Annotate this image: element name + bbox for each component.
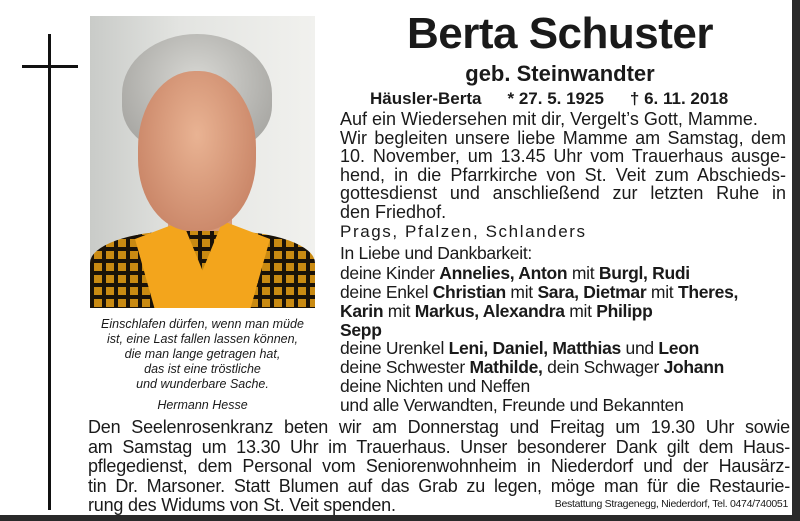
quote-line: ist, eine Last fallen lassen können, bbox=[106, 332, 299, 346]
relation-text: mit bbox=[646, 282, 678, 302]
relation-text: deine Urenkel bbox=[340, 338, 449, 358]
family-line bbox=[340, 283, 738, 301]
relation-text: deine Schwester bbox=[340, 357, 470, 377]
closing-line: pflegedienst, dem Personal vom Seniorenwohnheim in Niederdorf und der Hausärz- bbox=[88, 456, 790, 476]
intro-line: hend, in die Pfarrkirche von St. Veit zum Abschieds- bbox=[340, 164, 786, 185]
family-line bbox=[340, 244, 532, 262]
relative-names: Johann bbox=[663, 357, 725, 377]
quote-author: Hermann Hesse bbox=[157, 398, 248, 412]
relative-names: Burgl, Rudi bbox=[598, 263, 690, 283]
intro-line: Auf ein Wiedersehen mit dir, Vergelt’s Gott, Mamme. bbox=[340, 109, 758, 129]
relative-names: Sepp bbox=[340, 320, 382, 340]
deceased-name: Berta Schuster bbox=[406, 9, 713, 58]
nickname: Häusler-Berta bbox=[370, 89, 482, 108]
relation-text: und alle Verwandten, Freunde und Bekannten bbox=[340, 395, 684, 415]
relative-names: Mathilde, bbox=[469, 357, 543, 377]
family-line bbox=[340, 339, 699, 357]
border-right bbox=[792, 0, 800, 521]
family-line bbox=[340, 377, 530, 395]
closing-line: rung des Widums von St. Veit spenden. bbox=[88, 495, 396, 515]
relation-text: mit bbox=[383, 301, 415, 321]
funeral-home-imprint: Bestattung Stragenegg, Niederdorf, Tel. 0474/740051 bbox=[554, 498, 788, 510]
relation-text: deine Enkel bbox=[340, 282, 433, 302]
quote-line: die man lange getragen hat, bbox=[124, 347, 281, 361]
relative-names: Leon bbox=[658, 338, 700, 358]
relation-text: deine Kinder bbox=[340, 263, 440, 283]
places: Prags, Pfalzen, Schlanders bbox=[340, 222, 587, 241]
closing-line: Den Seelenrosenkranz beten wir am Donnerstag und Freitag um 19.30 Uhr sowie bbox=[88, 417, 790, 437]
quote-line: das ist eine tröstliche bbox=[144, 362, 261, 376]
family-line bbox=[340, 264, 690, 282]
relation-text: mit bbox=[505, 282, 538, 302]
intro-line: gottesdienst und anschließend zur letzten Ruhe in bbox=[340, 183, 786, 203]
relative-names: Leni, Daniel, Matthias bbox=[448, 338, 621, 358]
death-date: † 6. 11. 2018 bbox=[629, 89, 729, 108]
relative-names: Christian bbox=[432, 282, 506, 302]
relation-text: In Liebe und Dankbarkeit: bbox=[340, 243, 532, 263]
relation-text: mit bbox=[567, 263, 599, 283]
relation-text: mit bbox=[564, 301, 597, 321]
intro-line: Wir begleiten unsere liebe Mamme am Samstag, dem bbox=[340, 127, 786, 148]
family-line bbox=[340, 396, 684, 414]
birth-name: geb. Steinwandter bbox=[465, 61, 655, 86]
intro-line: den Friedhof. bbox=[340, 201, 447, 222]
relative-names: Sara, Dietmar bbox=[537, 282, 647, 302]
relation-text: und bbox=[620, 338, 659, 358]
relative-names: Annelies, Anton bbox=[439, 263, 568, 283]
portrait-photo bbox=[90, 16, 315, 308]
family-line bbox=[340, 321, 382, 339]
relative-names: Theres, bbox=[677, 282, 739, 302]
birth-date: * 27. 5. 1925 bbox=[507, 89, 604, 108]
closing-line: tin Dr. Marsoner. Statt Blumen auf das Grab zu legen, möge man für die Restaurie- bbox=[88, 475, 790, 496]
relation-text: deine Nichten und Neffen bbox=[340, 376, 530, 396]
quote-line: Einschlafen dürfen, wenn man müde bbox=[101, 317, 304, 331]
closing-line: am Samstag um 13.30 Uhr im Trauerhaus. Unser besonderer Dank gilt dem Haus- bbox=[88, 436, 790, 457]
border-bottom bbox=[0, 515, 800, 521]
family-line bbox=[340, 302, 652, 320]
relative-names: Markus, Alexandra bbox=[414, 301, 565, 321]
quote-line: und wunderbare Sache. bbox=[136, 377, 269, 391]
relative-names: Karin bbox=[340, 301, 384, 321]
family-line bbox=[340, 358, 724, 376]
relative-names: Philipp bbox=[596, 301, 653, 321]
intro-line: 10. November, um 13.45 Uhr vom Trauerhaus ausge- bbox=[340, 146, 786, 166]
dates-line bbox=[370, 89, 754, 108]
relation-text: dein Schwager bbox=[542, 357, 664, 377]
